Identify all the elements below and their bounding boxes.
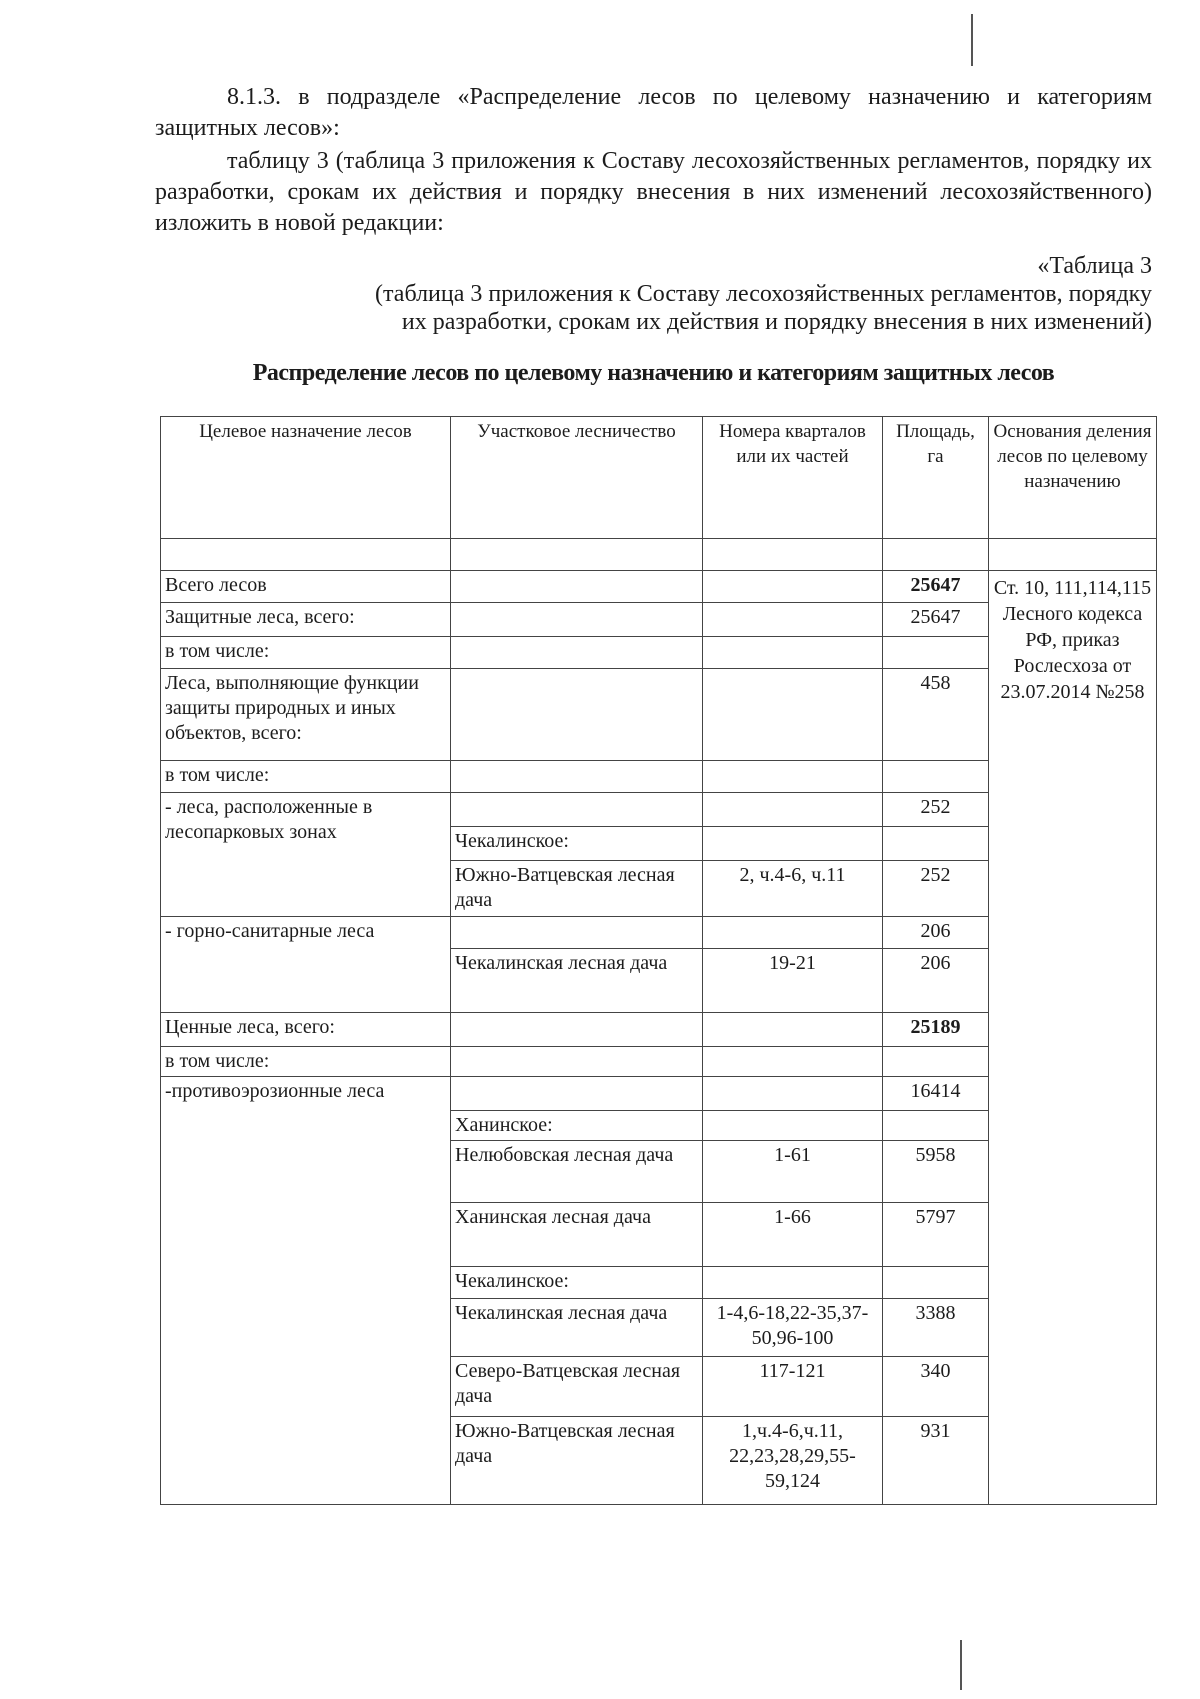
- row-quarters: 1,ч.4-6,ч.11, 22,23,28,29,55-59,124: [703, 1417, 883, 1505]
- header-area: Площадь, га: [883, 417, 989, 539]
- table-caption-line-3: их разработки, срокам их действия и порядку внесения в них изменений): [401, 309, 1152, 335]
- row-dacha: Северо-Ватцевская лесная дача: [451, 1357, 703, 1417]
- row-label: Защитные леса, всего:: [161, 603, 451, 637]
- row-area: 458: [883, 669, 989, 761]
- row-area: 252: [883, 793, 989, 827]
- table-row: [161, 571, 1157, 603]
- row-forestry: Чекалинское:: [451, 827, 703, 861]
- table-header-row: [161, 417, 1157, 539]
- header-quarters: Номера кварталов или их частей: [703, 417, 883, 539]
- row-label: -противоэрозионные леса: [161, 1077, 451, 1505]
- row-dacha: Нелюбовская лесная дача: [451, 1141, 703, 1203]
- header-forestry: Участковое лесничество: [451, 417, 703, 539]
- row-forestry: Чекалинское:: [451, 1267, 703, 1299]
- forest-distribution-table: [160, 416, 1157, 1505]
- intro-paragraph-1: 8.1.3. в подразделе «Распределение лесов по целевому назначению и категориям защитных лесов»:: [155, 84, 1152, 141]
- row-dacha: Южно-Ватцевская лесная дача: [451, 1417, 703, 1505]
- scan-mark-bottom: [960, 1640, 962, 1690]
- row-area: 206: [883, 917, 989, 949]
- row-area: 5797: [883, 1203, 989, 1267]
- row-area: 931: [883, 1417, 989, 1505]
- intro-paragraph-2: таблицу 3 (таблица 3 приложения к Составу лесохозяйственных регламентов, порядку их разработки, срокам их действия и порядку внесения в них изменений лесохозяйственного) изложить в новой редакции:: [155, 148, 1152, 236]
- row-dacha: Южно-Ватцевская лесная дача: [451, 861, 703, 917]
- basis-cell: Ст. 10, 111,114,115 Лесного кодекса РФ, приказ Рослесхоза от 23.07.2014 №258: [989, 571, 1157, 1505]
- row-quarters: 2, ч.4-6, ч.11: [703, 861, 883, 917]
- row-dacha: Чекалинская лесная дача: [451, 949, 703, 1013]
- table-title: Распределение лесов по целевому назначению и категориям защитных лесов: [252, 360, 1055, 386]
- row-quarters: 117-121: [703, 1357, 883, 1417]
- header-basis: Основания деления лесов по целевому назначению: [989, 417, 1157, 539]
- row-label: в том числе:: [161, 637, 451, 669]
- table-caption-line-2: (таблица 3 приложения к Составу лесохозяйственных регламентов, порядку: [375, 281, 1152, 307]
- row-area: 16414: [883, 1077, 989, 1111]
- row-area: 206: [883, 949, 989, 1013]
- row-area: 340: [883, 1357, 989, 1417]
- row-area: 25647: [883, 571, 989, 603]
- row-area: 25647: [883, 603, 989, 637]
- table-empty-row: [161, 539, 1157, 571]
- row-quarters: 1-4,6-18,22-35,37-50,96-100: [703, 1299, 883, 1357]
- row-quarters: 19-21: [703, 949, 883, 1013]
- row-quarters: 1-61: [703, 1141, 883, 1203]
- row-area: 5958: [883, 1141, 989, 1203]
- row-forestry: Ханинское:: [451, 1111, 703, 1141]
- row-label: Леса, выполняющие функции защиты природных и иных объектов, всего:: [161, 669, 451, 761]
- scan-mark-top: [971, 14, 973, 66]
- row-dacha: Чекалинская лесная дача: [451, 1299, 703, 1357]
- row-area: 252: [883, 861, 989, 917]
- row-label: - леса, расположенные в лесопарковых зонах: [161, 793, 451, 917]
- table-caption-line-1: «Таблица 3: [1037, 253, 1152, 279]
- row-area: 3388: [883, 1299, 989, 1357]
- row-label: Ценные леса, всего:: [161, 1013, 451, 1047]
- row-dacha: Ханинская лесная дача: [451, 1203, 703, 1267]
- header-purpose: Целевое назначение лесов: [161, 417, 451, 539]
- row-label: в том числе:: [161, 761, 451, 793]
- row-label: Всего лесов: [161, 571, 451, 603]
- row-area: 25189: [883, 1013, 989, 1047]
- row-label: - горно-санитарные леса: [161, 917, 451, 1013]
- row-quarters: 1-66: [703, 1203, 883, 1267]
- row-label: в том числе:: [161, 1047, 451, 1077]
